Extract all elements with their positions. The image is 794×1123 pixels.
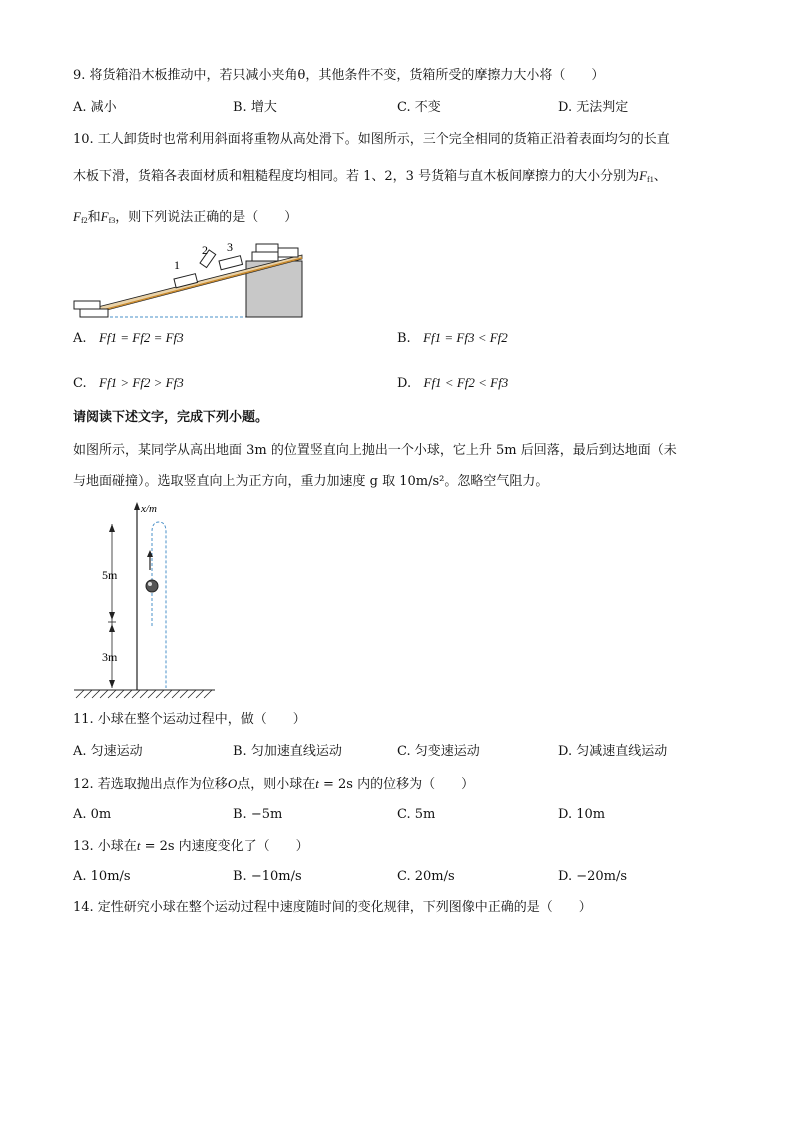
q13-option-b: B. −10m/s bbox=[233, 869, 302, 884]
box-bottom-2 bbox=[80, 309, 108, 317]
q12-option-b: B. −5m bbox=[233, 807, 283, 822]
throw-figure bbox=[70, 500, 220, 705]
q12-option-d: D. 10m bbox=[558, 807, 606, 822]
q13-option-c: C. 20m/s bbox=[397, 869, 455, 884]
q14-stem: 14. 定性研究小球在整个运动过程中速度随时间的变化规律，下列图像中正确的是（ ） bbox=[73, 900, 592, 915]
q10-option-b: B. Ff1 = Ff3 < Ff2 bbox=[397, 330, 508, 346]
q11-option-c: C. 匀变速运动 bbox=[397, 744, 480, 759]
q9-option-a: A. 减小 bbox=[73, 100, 117, 115]
box-3 bbox=[219, 256, 243, 270]
section-para-line1: 如图所示，某同学从高出地面 3m 的位置竖直向上抛出一个小球，它上升 5m 后回落，最后到达地面（未 bbox=[73, 443, 677, 458]
ball bbox=[146, 580, 158, 592]
ground-hatch bbox=[76, 690, 212, 698]
incline-figure bbox=[70, 235, 315, 325]
q11-option-a: A. 匀速运动 bbox=[73, 744, 143, 759]
trajectory-path bbox=[152, 522, 166, 688]
q11-stem: 11. 小球在整个运动过程中，做（ ） bbox=[73, 712, 306, 727]
q10-stem-line1: 10. 工人卸货时也常利用斜面将重物从高处滑下。如图所示，三个完全相同的货箱正沿着表面均匀的长直 bbox=[73, 132, 670, 147]
q10-option-c: C. Ff1 > Ff2 > Ff3 bbox=[73, 375, 184, 391]
box-label-1: 1 bbox=[174, 258, 180, 272]
q13-option-d: D. −20m/s bbox=[558, 869, 628, 884]
q11-option-d: D. 匀减速直线运动 bbox=[558, 744, 668, 759]
box-label-2: 2 bbox=[202, 243, 208, 257]
q9-option-b: B. 增大 bbox=[233, 100, 277, 115]
label-3m: 3m bbox=[102, 650, 118, 664]
q9-option-c: C. 不变 bbox=[397, 100, 441, 115]
q10-option-a: A. Ff1 = Ff2 = Ff3 bbox=[73, 330, 184, 346]
q11-option-b: B. 匀加速直线运动 bbox=[233, 744, 342, 759]
q13-stem: 13. 小球在t = 2s 内速度变化了（ ） bbox=[73, 838, 309, 854]
q13-option-a: A. 10m/s bbox=[73, 869, 131, 884]
q9-stem: 9. 将货箱沿木板推动中，若只减小夹角θ，其他条件不变，货箱所受的摩擦力大小将（ ） bbox=[73, 68, 605, 83]
q10-stem-line3: $F_{f2}$和$F_{f3}$，则下列说法正确的是（ ） bbox=[73, 209, 298, 225]
section-heading: 请阅读下述文字，完成下列小题。 bbox=[73, 410, 269, 425]
q10-stem-line2: 木板下滑，货箱各表面材质和粗糙程度均相同。若 1、2，3 号货箱与直木板间摩擦力的大小分别为$F_{f1}$、 bbox=[73, 168, 667, 184]
q10-option-d: D. Ff1 < Ff2 < Ff3 bbox=[397, 375, 509, 391]
q9-option-d: D. 无法判定 bbox=[558, 100, 629, 115]
box-top-2 bbox=[252, 252, 278, 261]
label-5m: 5m bbox=[102, 568, 118, 582]
x-axis-label: x/m bbox=[141, 503, 157, 515]
q12-stem: 12. 若选取抛出点作为位移O点，则小球在t = 2s 内的位移为（ ） bbox=[73, 776, 475, 792]
box-label-3: 3 bbox=[227, 240, 233, 254]
box-bottom-1 bbox=[74, 301, 100, 309]
section-para-line2: 与地面碰撞）。选取竖直向上为正方向，重力加速度 g 取 10m/s²。忽略空气阻力。 bbox=[73, 474, 549, 489]
box-top-3 bbox=[278, 248, 298, 257]
x-axis-arrow bbox=[134, 502, 140, 510]
q12-option-c: C. 5m bbox=[397, 807, 436, 822]
q12-option-a: A. 0m bbox=[73, 807, 112, 822]
